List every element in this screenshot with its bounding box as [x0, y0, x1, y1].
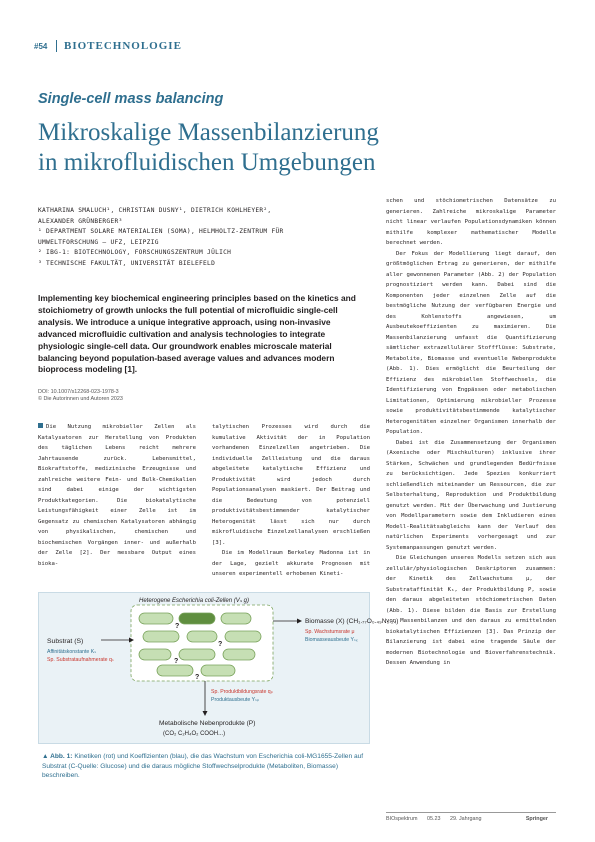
header-divider [56, 40, 57, 52]
arrow-head-icon [203, 711, 208, 716]
start-square-icon [38, 423, 43, 428]
body-column-3 [386, 196, 556, 669]
issue-number: 05.23 [426, 816, 441, 822]
affiliation-line: ³ TECHNISCHE FAKULTÄT, UNIVERSITÄT BIELEFELD [38, 259, 216, 267]
journal-name: BIOspektrum [386, 816, 418, 822]
cell-icon [223, 649, 255, 660]
body-paragraph: Dabei ist die Zusammensetzung der Organismen (Axenische oder Mischkulturen) inklusive ihrer Stärken, Schwächen und grundlegenden Bedürfnisse zu berücksichtigen. Jede Spezies konkurriert schließendlich miteinander um Ressourcen, die zur Selbsterhaltung, Reproduktion und Produktbildung genutzt werden. Mit der Überwachung und Justierung von Modellparametern sowie dem Inkludieren eines Modell-Realitätsabgleichs kann der Verlauf des natürlichen Experiments vorhergesagt und zur Systemanpassungen genutzt werden. [386, 439, 556, 551]
affiliation-line: ² IBG-1: BIOTECHNOLOGY, FORSCHUNGSZENTRUM JÜLICH [38, 249, 232, 257]
cell-icon [221, 613, 251, 624]
figure-caption-text: Kinetiken (rot) und Koeffizienten (blau), die das Wachstum von Escherichia coli-MG1655-Zellen auf Substrat (C-Quelle: Glucose) und die daraus mögliche Stoffwechselprodukte (Metaboliten, Biomasse) beschreiben. [42, 753, 364, 779]
article-kicker: Single-cell mass balancing [38, 91, 224, 107]
cell-icon [179, 649, 215, 660]
body-paragraph: schen und stöchiometrischen Datensätze zu generieren. Zahlreiche mikroskalige Parameter nicht linear verlaufen Populationsdynamiken können mithilfe komplexer mathematischer Modelle berechnet werden. [386, 198, 556, 246]
question-mark: ? [175, 623, 180, 630]
section-title: BIOTECHNOLOGIE [64, 40, 182, 52]
uptake-rate-label: Sp. Substrataufnahmerate qₛ [47, 657, 114, 663]
figure-caption-lead: ▲ Abb. 1: [42, 753, 73, 760]
copyright: © Die Autorinnen und Autoren 2023 [38, 396, 123, 402]
affiliation-line: ¹ DEPARTMENT SOLARE MATERIALIEN (SOMA), HELMHOLTZ-ZENTRUM FÜR [38, 228, 284, 236]
growth-rate-label: Sp. Wachstumsrate μ [305, 629, 355, 635]
doi-block [38, 389, 123, 403]
question-mark: ? [195, 674, 200, 681]
author-line: KATHARINA SMALUCH¹, CHRISTIAN DUSNY¹, DIETRICH KOHLHEYER², [38, 207, 272, 214]
body-column-1 [38, 422, 196, 569]
affiliation-line: UMWELTFORSCHUNG – UFZ, LEIPZIG [38, 238, 159, 246]
byproducts-label: Metabolische Nebenprodukte (P) [159, 720, 256, 727]
product-yield-label: Produktausbeute Yₛₚ [211, 697, 260, 703]
body-paragraph: Der Fokus der Modellierung liegt darauf, den größtmöglichen Ertrag zu generieren, der mithilfe aller gewonnenen Parameter (Abb. 2) der Population prognostiziert werden kann. Dabei sind die Komponenten jeder einzelnen Zelle auf die bestmögliche Nutzung der verfügbaren Energie und des Kohlenstoffs angewiesen, um Ausbeutekoeffizienten zu maximieren. Die Massenbilanzierung umfasst die Quantifizierung sämtlicher extrazellulärer Stoffflüsse: Substrate, Metabolite, Biomasse und eventuelle Nebenprodukte (Abb. 1). Dies ermöglicht die Beurteilung der Effizienz des mikrobiellen Stoffwechsels, die Identifizierung von Engpässen oder metabolischen Limitationen, Optimierung mikrobieller Prozesse sowie produktivitätsbestimmende katalytischer Heterogenitäten einzelner Organismen innerhalb der Population. [386, 250, 556, 435]
body-paragraph: Die im Modellraum Berkeley Madonna ist in der Lage, gezielt akkurate Prognosen mit unseren experimentell erhobenen Kineti- [212, 550, 370, 577]
body-paragraph: Die Nutzung mikrobieller Zellen als Katalysatoren zur Herstellung von Produkten des täglichen Lebens reicht mehrere Jahrtausende zurück. Lebensmittel, Biokraftstoffe, medizinische Erzeugnisse und zahlreiche weitere Fein- und Bulk-Chemikalien sind dabei einige der wichtigsten Produktkategorien. Die biokatalytische Leistungsfähigkeit einer Zelle ist im Gegensatz zu chemischen Katalysatoren abhängig von physikalischen, chemischen und biochemischen Vorgängen inner- und außerhalb der Zelle [2]. Der messbare Output eines bioka- [38, 424, 196, 567]
publisher-logo: Springer [525, 816, 548, 822]
abstract: Implementing key biochemical engineering principles based on the kinetics and stoichiometry of growth unlocks the full potential of microfluidic single-cell analysis. We introduce a unique integrative approach, using non-invasive advanced microfluidic cultivation and analysis technologies to integrate physiologic single-cell data. Our groundwork enables microscale material balancing beyond population-based average values and advances modern bioprocess modeling [1]. [38, 293, 356, 375]
arrow-head-icon [297, 619, 302, 624]
cell-icon [201, 665, 235, 676]
body-paragraph: Die Gleichungen unseres Modells setzen sich aus zellulär/physiologischen Deskriptoren zusammen: der Kinetik des Zellwachstums μ, der Substrataffinität Kₛ, der Produktbildung P, sowie den daraus abgeleiteten stöchiometrischen Daten (Abb. 1). Diese bilden die Basis zur Erstellung von Massenbilanzen und den daraus zu ermittelnden biokatalytischen Effizienzen [3]. Das Prinzip der Bilanzierung ist dabei eine tragende Säule der modernen Biotechnologie und Bioverfahrenstechnik. Dessen Anwendung in [386, 555, 556, 666]
figure-1-diagram [39, 593, 399, 743]
title-line-2: in mikrofluidischen Umgebungen [38, 149, 376, 176]
cell-icon [225, 631, 261, 642]
question-mark: ? [218, 641, 223, 648]
author-line: ALEXANDER GRÜNBERGER³ [38, 217, 123, 225]
body-paragraph: talytischen Prozesses wird durch die kumulative Aktivität der in Population vorhandenen Einzelzellen angetrieben. Die individuelle Zellleistung und die daraus abgeleitete katalytische Effizienz und Produktivität wird jedoch durch Populationsanalysen maskiert. Der Beitrag und die Bedeutung von potenziell produktivitätsbestimmender katalytischer Heterogenität lässt sich nur durch mikrofluidische Einzelzellanalysen erschließen [3]. [212, 424, 370, 546]
cell-icon [143, 631, 179, 642]
byproducts-formula: (CO₂ C₂H₄O₂ COOH...) [163, 731, 226, 737]
body-column-2 [212, 422, 370, 580]
doi-link[interactable]: DOI: 10.1007/s12268-023-1978-3 [38, 389, 119, 395]
author-block [38, 206, 338, 270]
biomass-label: Biomasse (X) (CH₁.₇₇O₀.₄₉N₀.₂₄) [305, 618, 399, 625]
cell-icon [179, 613, 215, 624]
cell-icon [187, 631, 217, 642]
cell-icon [139, 649, 171, 660]
figure-1 [38, 592, 399, 744]
page-footer [386, 812, 556, 822]
figure-caption [42, 752, 370, 781]
population-label: Heterogene Escherichia coli-Zellen (Vₛ g) [139, 598, 249, 604]
volume: 29. Jahrgang [449, 816, 482, 822]
cell-icon [157, 665, 193, 676]
biomass-yield-label: Biomasseausbeute Yₛₓ [305, 637, 358, 643]
article-title [38, 118, 458, 178]
page-number: #54 [34, 42, 48, 51]
affinity-label: Affinitätskonstante Kₛ [47, 649, 97, 655]
question-mark: ? [174, 658, 179, 665]
title-line-1: Mikroskalige Massenbilanzierung [38, 119, 379, 146]
cell-icon [139, 613, 173, 624]
product-rate-label: Sp. Produktbildungsrate qₚ [211, 689, 273, 695]
substrate-label: Substrat (S) [47, 638, 84, 645]
